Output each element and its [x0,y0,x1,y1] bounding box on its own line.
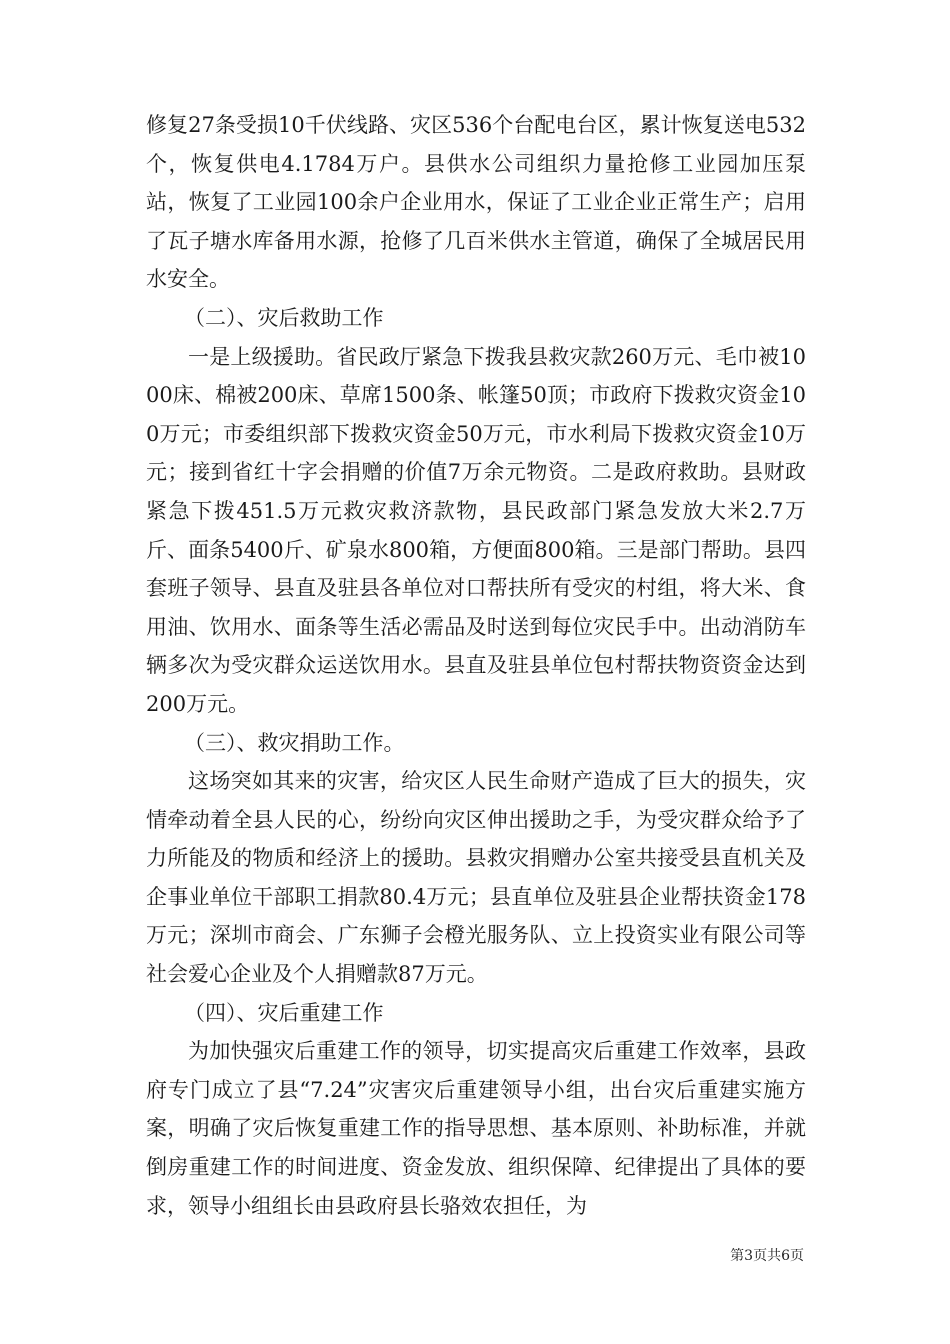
paragraph-power-water-restoration: 修复27条受损10千伏线路、灾区536个台配电台区，累计恢复送电532个，恢复供电4.1784万户。县供水公司组织力量抢修工业园加压泵站，恢复了工业园100余户企业用水，保证了工业企业正常生产；启用了瓦子塘水库备用水源，抢修了几百米供水主管道，确保了全城居民用水安全。 [146,113,806,292]
section-heading-donation-work: （三）、救灾捐助工作。 [184,730,405,755]
paragraph-relief-assistance: 一是上级援助。省民政厅紧急下拨我县救灾款260万元、毛巾被1000床、棉被200床、草席1500条、帐篷50顶；市政府下拨救灾资金100万元；市委组织部下拨救灾资金50万元，市水利局下拨救灾资金10万元；接到省红十字会捐赠的价值7万余元物资。二是政府救助。县财政紧急下拨451.5万元救灾救济款物，县民政部门紧急发放大米2.7万斤、面条5400斤、矿泉水800箱，方便面800箱。三是部门帮助。县四套班子领导、县直及驻县各单位对口帮扶所有受灾的村组，将大米、食用油、饮用水、面条等生活必需品及时送到每位灾民手中。出动消防车辆多次为受灾群众运送饮用水。县直及驻县单位包村帮扶物资资金达到200万元。 [146,344,806,716]
section-heading-reconstruction: （四）、灾后重建工作 [184,1000,384,1025]
paragraph-donations: 这场突如其来的灾害，给灾区人民生命财产造成了巨大的损失，灾情牵动着全县人民的心，纷纷向灾区伸出援助之手，为受灾群众给予了力所能及的物质和经济上的援助。县救灾捐赠办公室共接受县直机关及企事业单位干部职工捐款80.4万元；县直单位及驻县企业帮扶资金178万元；深圳市商会、广东狮子会橙光服务队、立上投资实业有限公司等社会爱心企业及个人捐赠款87万元。 [146,769,806,987]
document-body [146,106,806,1225]
paragraph-reconstruction: 为加快强灾后重建工作的领导，切实提高灾后重建工作效率，县政府专门成立了县“7.24”灾害灾后重建领导小组，出台灾后重建实施方案，明确了灾后恢复重建工作的指导思想、基本原则、补助标准，并就倒房重建工作的时间进度、资金发放、组织保障、纪律提出了具体的要求，领导小组组长由县政府县长骆效农担任，为 [146,1039,806,1218]
page-number-footer: 第3页共6页 [730,1248,804,1264]
section-heading-post-disaster-relief: （二）、灾后救助工作 [184,305,384,330]
